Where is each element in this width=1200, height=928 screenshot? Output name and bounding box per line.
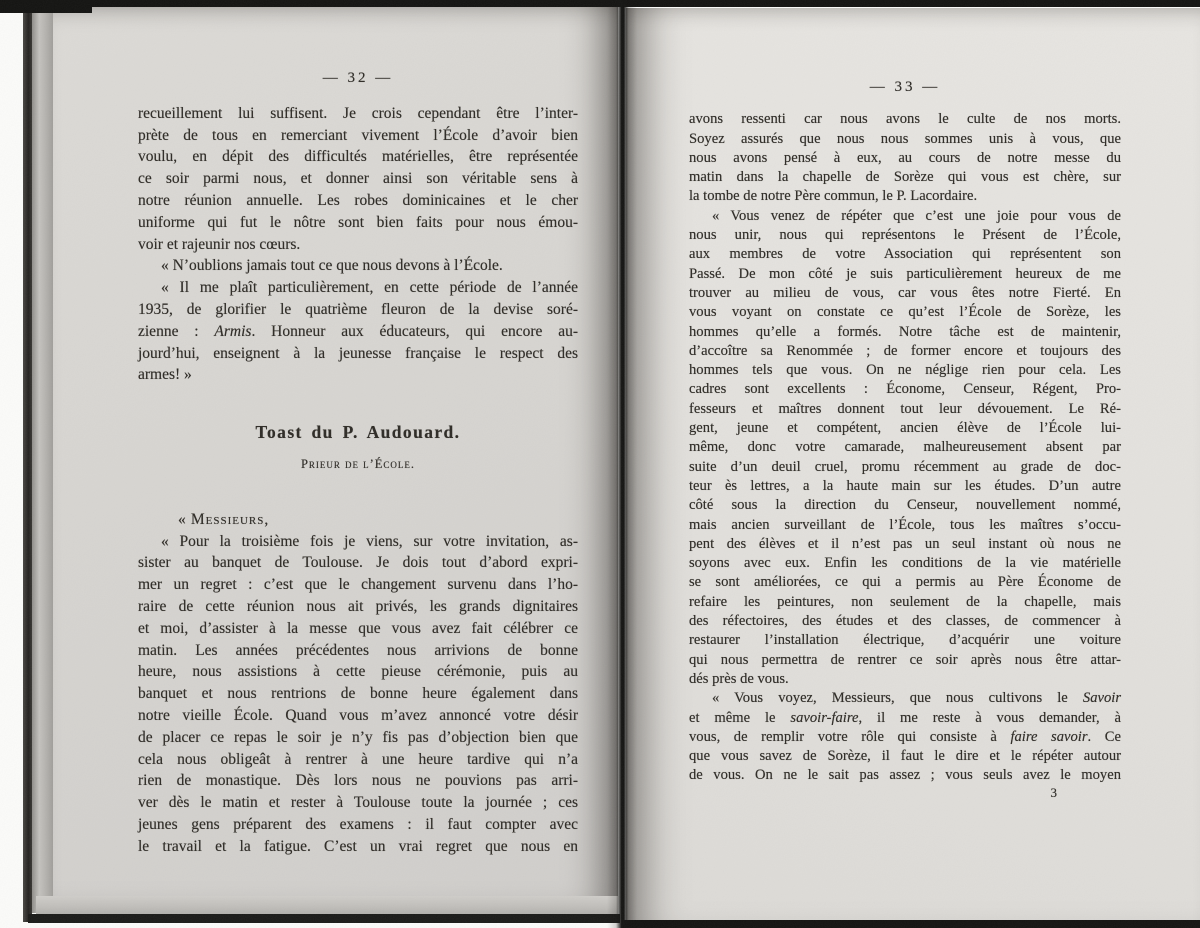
paragraph xyxy=(138,103,578,256)
text-line: d’accoître sa Renommée ; de former encore et toujours des xyxy=(689,342,1121,359)
text-line: uniforme qui fut le nôtre sont bien faits pour nous émou- xyxy=(138,213,578,231)
page-body-left xyxy=(138,103,578,858)
text-line: prète de tous en remerciant vivement l’École d’avoir bien xyxy=(138,126,578,144)
text-line: voir et rajeunir nos cœurs. xyxy=(138,235,301,253)
page-edge-stack-left xyxy=(32,5,53,913)
text-line: zienne : Armis. Honneur aux éducateurs, qui encore au- xyxy=(138,322,578,340)
text-line: restaurer l’installation électrique, d’acquérir une voiture xyxy=(689,632,1121,649)
text-line: matin dans la chapelle de Sorèze qui vous est chère, sur xyxy=(689,169,1121,186)
text-line: raire de cette réunion nous ait privés, les grands dignitaires xyxy=(138,597,578,615)
paragraph xyxy=(138,531,578,858)
text-line: nous avons pensé à eux, au cours de notre messe du xyxy=(689,149,1121,166)
paragraph xyxy=(138,277,578,386)
text-line: le travail et la fatigue. C’est un vrai regret que nous en xyxy=(138,837,578,855)
text-line: hommes qu’elle a formés. Notre tâche est de maintenir, xyxy=(689,323,1121,340)
text-line: matin. Les années précédentes nous arrivions de bonne xyxy=(138,641,578,659)
text-line: refaire les peintures, non seulement de la chapelle, mais xyxy=(689,593,1121,610)
text-line: soyons avec eux. Enfin les conditions de la vie matérielle xyxy=(689,555,1121,572)
text-line: gent, jeune et compétent, ancien élève de l’École lui- xyxy=(689,420,1121,437)
text-line: cadres sont excellents : Économe, Censeur, Régent, Pro- xyxy=(689,381,1121,398)
text-line: « Pour la troisième fois je viens, sur votre invitation, as- xyxy=(161,532,578,550)
text-line: « Vous venez de répéter que c’est une joie pour vous de xyxy=(712,207,1121,224)
book-cover-edge-bottom-left xyxy=(28,914,620,923)
text-line: se sont améliorées, ce qui a permis au Père Économe de xyxy=(689,574,1121,591)
book-page-left xyxy=(53,6,618,898)
text-line: et moi, d’assister à la messe que vous avez fait célébrer ce xyxy=(138,619,578,637)
text-line: hommes tels que vous. On ne néglige rien pour cela. Les xyxy=(689,362,1121,379)
paragraph xyxy=(689,110,1121,206)
text-line: « Messieurs, xyxy=(178,510,269,528)
text-line: Soyez assurés que nous nous sommes unis à vous, que xyxy=(689,130,1121,147)
text-line: « N’oublions jamais tout ce que nous devons à l’École. xyxy=(161,257,503,275)
book-gutter xyxy=(607,0,637,928)
text-line: Passé. De mon côté je suis particulièrement heureux de me xyxy=(689,265,1121,282)
text-line: 1935, de glorifier le quatrième fleuron de la devise soré- xyxy=(138,300,578,318)
text-line: ce soir parmi nous, et donner ainsi son véritable sens à xyxy=(138,170,578,188)
text-line: pent des élèves et il n’est pas un seul instant où nous ne xyxy=(689,535,1121,552)
text-line: voulu, en dépit des difficultés matérielles, être représentée xyxy=(138,148,578,166)
text-line: nous unir, nous qui représentons le Présent de l’École, xyxy=(689,227,1121,244)
text-line: ver dès le matin et rester à Toulouse toute la journée ; ces xyxy=(138,794,578,812)
text-line: rien de monastique. Dès lors nous ne pouvions pas arri- xyxy=(138,772,578,790)
paragraph xyxy=(689,207,1121,689)
text-line: sister au banquet de Toulouse. Je dois tout d’abord expri- xyxy=(138,554,578,572)
text-line: côté sous la direction du Censeur, nouvellement nommé, xyxy=(689,497,1121,514)
text-line: de placer ce repas le soir je n’y fis pas d’objection bien que xyxy=(138,728,578,746)
text-line: banquet et nous rentrions de bonne heure également dans xyxy=(138,685,578,703)
salutation xyxy=(138,509,578,531)
book-cover-edge-bottom-right xyxy=(622,920,1200,928)
text-line: notre réunion annuelle. Les robes dominicaines et le cher xyxy=(138,191,578,209)
page-number-left: — 32 — xyxy=(322,70,394,86)
section-subheading: Prieur de l’École. xyxy=(300,456,416,471)
text-line: des réfectoires, des études et des classes, de commencer à xyxy=(689,613,1121,630)
text-line: que vous savez de Sorèze, il faut le dire et le répéter autour xyxy=(689,748,1121,765)
text-line: dés près de vous. xyxy=(689,670,789,687)
text-line: avons ressenti car nous avons le culte de nos morts. xyxy=(689,111,1121,128)
text-line: fesseurs et maîtres donnent tout leur dévouement. Le Ré- xyxy=(689,400,1121,417)
text-line: teur ès lettres, a la haute main sur les études. D’un autre xyxy=(689,477,1121,494)
text-line: mer un regret : c’est que le changement survenu dans l’ho- xyxy=(138,576,578,594)
text-line: jourd’hui, enseignent à la jeunesse française le respect des xyxy=(138,344,578,362)
text-line: et même le savoir-faire, il me reste à vous demander, à xyxy=(689,709,1121,726)
text-line: notre vieille École. Quand vous m’avez annoncé votre désir xyxy=(138,706,578,724)
book-cover-edge-left xyxy=(23,0,32,922)
page-body-right xyxy=(689,110,1121,785)
page-number-right: — 33 — xyxy=(869,79,941,95)
text-line: armes! » xyxy=(138,366,192,384)
text-line: recueillement lui suffisent. Je crois cependant être l’inter- xyxy=(138,104,578,122)
page-edge-stack-bottom-left xyxy=(36,896,618,915)
page-text-left xyxy=(53,6,578,858)
text-line: vous, de remplir votre rôle qui consiste à faire savoir. Ce xyxy=(689,728,1121,745)
text-line: « Vous voyez, Messieurs, que nous cultivons le Savoir xyxy=(712,690,1121,707)
text-line: cela nous obligeât à rentrer à une heure tardive qui n’a xyxy=(138,750,578,768)
text-line: de vous. On ne le sait pas assez ; vous seuls avez le moyen xyxy=(689,767,1121,784)
text-line: jeunes gens préparent des examens : il faut compter avec xyxy=(138,815,578,833)
text-line: heure, nous assistions à cette pieuse cérémonie, puis au xyxy=(138,663,578,681)
paragraph xyxy=(689,689,1121,785)
page-text-right xyxy=(626,8,1121,802)
section-heading: Toast du P. Audouard. xyxy=(255,422,461,443)
text-line: vous voyant on constate ce qu’est l’École de Sorèze, les xyxy=(689,304,1121,321)
text-line: la tombe de notre Père commun, le P. Lacordaire. xyxy=(689,188,978,205)
text-line: même, donc votre camarade, malheureusement absent par xyxy=(689,439,1121,456)
text-line: qui nous permettra de rentrer ce soir après nous être attar- xyxy=(689,651,1121,668)
text-line: suite d’un deuil cruel, promu récemment au grade de doc- xyxy=(689,458,1121,475)
book-page-right xyxy=(626,8,1200,920)
text-line: trouver au milieu de vous, car vous êtes notre Fierté. En xyxy=(689,284,1121,301)
signature-mark: 3 xyxy=(1050,784,1057,800)
text-line: aux membres de votre Association qui représentent son xyxy=(689,246,1121,263)
paragraph xyxy=(138,255,578,277)
text-line: « Il me plaît particulièrement, en cette période de l’année xyxy=(161,279,578,297)
text-line: mais ancien surveillant de l’École, tous les maîtres s’occu- xyxy=(689,516,1121,533)
